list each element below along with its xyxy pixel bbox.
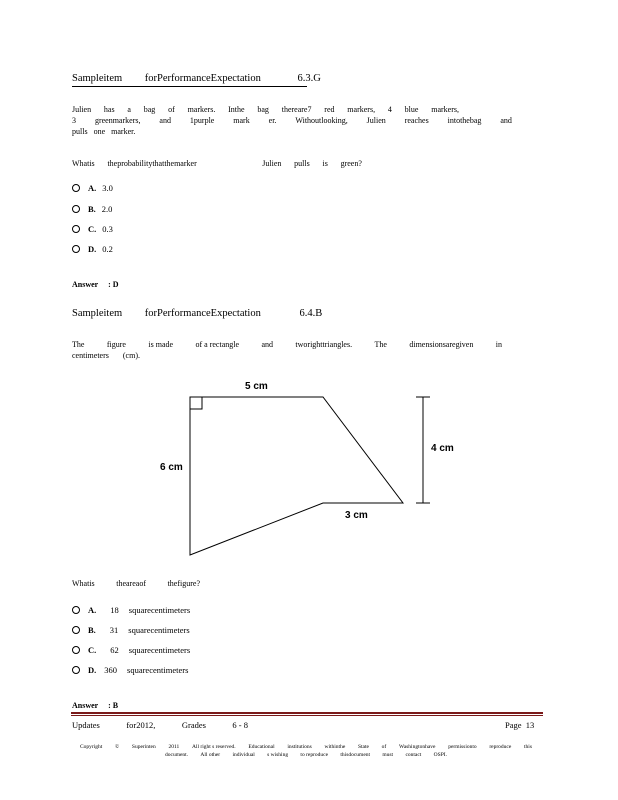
label-left: 6 cm <box>160 462 183 473</box>
q1-heading-underline <box>72 86 307 87</box>
q2-prompt-line-2: centimeters (cm). <box>72 351 140 360</box>
page-number: Page 13 <box>505 720 535 730</box>
label-top: 5 cm <box>245 381 268 392</box>
q1-option-b[interactable]: B. 2.0 <box>72 204 112 214</box>
q1-prompt-line-1: Julien has a bag of markers. Inthe bag thereare7 red markers, 4 blue markers, <box>72 105 459 114</box>
answer-label: Answer <box>72 280 99 289</box>
copyright-line-1: Copyright © Superinten 2011 All right s reserved. Educational institutions withinthe State of Washingtonhave permissionto reproduce this <box>80 744 532 750</box>
q2-heading <box>72 308 322 319</box>
answer-value: : D <box>108 280 119 289</box>
q2-option-b[interactable]: B. 31 squarecentimeters <box>72 625 190 635</box>
radio-circle-icon[interactable] <box>72 666 80 674</box>
answer-value: : B <box>108 701 119 710</box>
footer-rule-thin <box>71 715 543 716</box>
q1-prompt-line-3: pulls one marker. <box>72 127 136 136</box>
q2-option-d[interactable]: D. 360 squarecentimeters <box>72 665 188 675</box>
q2-answer <box>72 701 118 710</box>
q1-heading-expectation: forPerformanceExpectation <box>144 73 261 84</box>
footer-rule <box>71 712 543 714</box>
label-right: 4 cm <box>431 443 454 454</box>
q1-prompt <box>72 104 512 137</box>
q1-question: Whatis theprobabilitythatthemarker Julien pulls is green? <box>72 159 362 168</box>
radio-circle-icon[interactable] <box>72 606 80 614</box>
label-bottom: 3 cm <box>345 510 368 521</box>
q2-option-a[interactable]: A. 18 squarecentimeters <box>72 605 190 615</box>
q2-prompt-line-1: The figure is made of a rectangle and tworighttriangles. The dimensionsaregiven in <box>72 340 502 349</box>
geometry-figure <box>150 375 460 565</box>
q1-prompt-line-2: 3 greenmarkers, and 1purple mark er. Withoutlooking, Julien reaches intothebag and <box>72 116 512 125</box>
q2-prompt <box>72 339 502 361</box>
q1-option-a[interactable]: A. 3.0 <box>72 183 113 193</box>
footer-left: Updates for2012, Grades 6 - 8 <box>72 720 248 730</box>
q1-heading <box>72 73 321 84</box>
radio-circle-icon[interactable] <box>72 626 80 634</box>
radio-circle-icon[interactable] <box>72 184 80 192</box>
copyright-line-2: document. All other individual s wishing to reproduce thisdocument must contact OSPI. <box>165 752 447 758</box>
q1-option-d[interactable]: D. 0.2 <box>72 244 113 254</box>
q2-question: Whatis theareaof thefigure? <box>72 579 200 588</box>
radio-circle-icon[interactable] <box>72 225 80 233</box>
answer-label: Answer <box>72 701 99 710</box>
q1-heading-code: 6.3.G <box>297 73 321 84</box>
q2-option-c[interactable]: C. 62 squarecentimeters <box>72 645 190 655</box>
q2-heading-code: 6.4.B <box>299 308 323 319</box>
q2-heading-expectation: forPerformanceExpectation <box>144 308 261 319</box>
radio-circle-icon[interactable] <box>72 245 80 253</box>
q1-heading-label: Sampleitem <box>72 73 123 84</box>
figure-outline <box>190 397 403 555</box>
q2-heading-label: Sampleitem <box>72 308 123 319</box>
q1-answer <box>72 280 119 289</box>
right-angle-marker <box>190 397 202 409</box>
radio-circle-icon[interactable] <box>72 646 80 654</box>
radio-circle-icon[interactable] <box>72 205 80 213</box>
q1-option-c[interactable]: C. 0.3 <box>72 224 113 234</box>
